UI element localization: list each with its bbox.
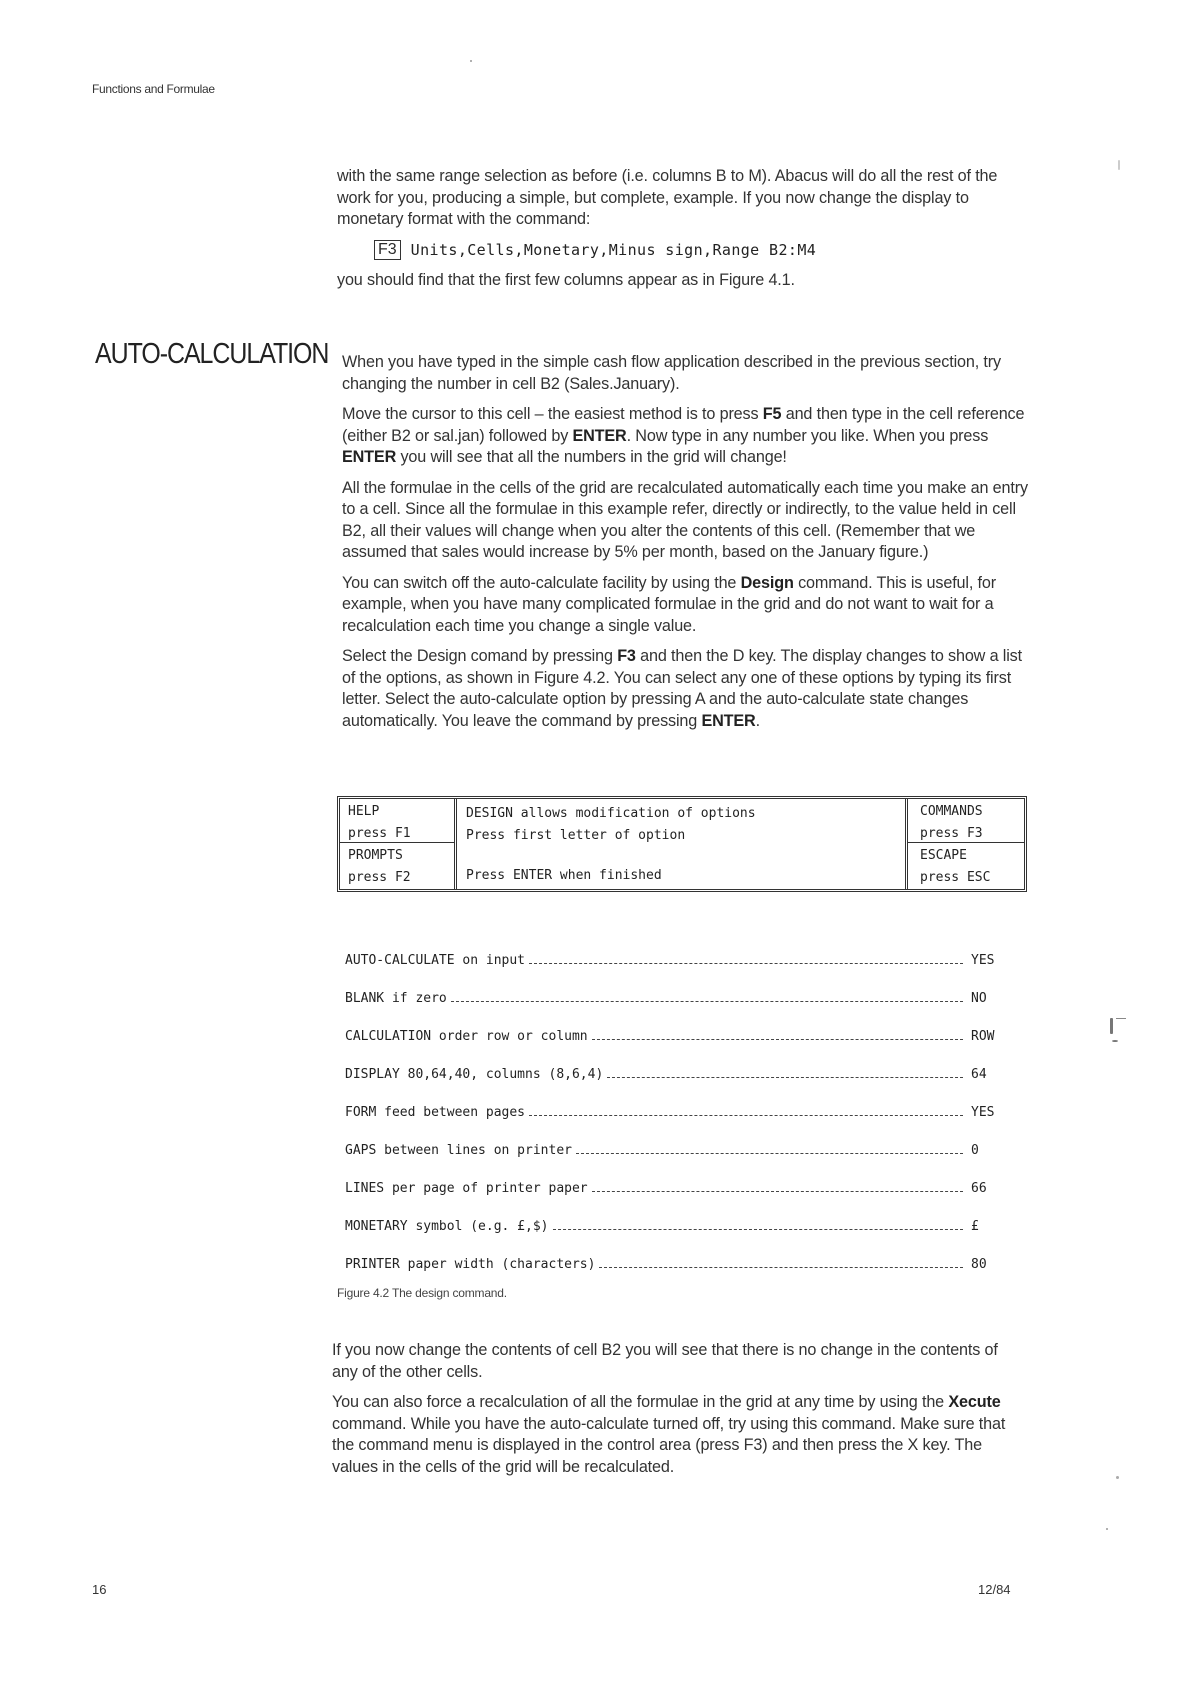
escape-box <box>920 845 990 889</box>
leader-dots <box>599 1266 963 1268</box>
section-paragraph-5: Select the Design comand by pressing F3 and then the D key. The display changes to show a list of the options, as shown in Figure 4.2. You can select any one of these options by typing its first letter. Select the auto-calculate option by pressing A and the auto-calculate state changes automatically. You leave the command by pressing ENTER. <box>342 647 1022 730</box>
option-row[interactable]: DISPLAY 80,64,40, columns (8,6,4) 64 <box>345 1044 1005 1082</box>
option-row[interactable]: CALCULATION order row or column ROW <box>345 1006 1005 1044</box>
option-row[interactable]: BLANK if zero NO <box>345 968 1005 1006</box>
scan-speck <box>1116 1476 1119 1479</box>
option-value: £ <box>971 1219 979 1234</box>
leader-dots <box>451 1000 963 1002</box>
scan-speck <box>1112 1040 1118 1042</box>
scan-speck <box>1116 1018 1126 1019</box>
section-paragraph-1: When you have typed in the simple cash flow application described in the previous section, try changing the number in cell B2 (Sales.January). <box>342 353 1001 393</box>
page-date: 12/84 <box>978 1582 1011 1597</box>
scan-speck <box>1110 1018 1113 1034</box>
section-heading: AUTO-CALCULATION <box>95 338 329 370</box>
escape-key: press ESC <box>920 870 991 885</box>
intro-block <box>337 166 1027 300</box>
option-value: ROW <box>971 1029 995 1044</box>
enter-key-text: ENTER <box>572 426 627 445</box>
page-number: 16 <box>92 1582 107 1597</box>
closing-block <box>332 1340 1024 1487</box>
option-value: 0 <box>971 1143 979 1158</box>
prompts-key: press F2 <box>348 870 411 885</box>
option-row[interactable]: MONETARY symbol (e.g. £,$) £ <box>345 1196 1005 1234</box>
option-row[interactable]: PRINTER paper width (characters) 80 <box>345 1234 1005 1272</box>
option-value: YES <box>971 953 995 968</box>
scan-speck <box>1118 160 1120 170</box>
enter-key-text: ENTER <box>701 711 756 730</box>
section-paragraph-2: Move the cursor to this cell – the easiest method is to press F5 and then type in the cell reference (either B2 or sal.jan) followed by ENTER. Now type in any number you like. When you press ENTER you will see that all the numbers in the grid will change! <box>342 405 1025 466</box>
divider <box>454 799 457 889</box>
closing-paragraph-2: You can also force a recalculation of all the formulae in the grid at any time by using the Xecute command. While you have the auto-calculate turned off, try using this command. Make sure that the command menu is displayed in the control area (press F3) and then press the X key. The values in the cells of the grid will be recalculated. <box>332 1393 1006 1476</box>
option-row[interactable]: AUTO-CALCULATE on input YES <box>345 930 1005 968</box>
control-area <box>337 796 1027 892</box>
intro-paragraph: with the same range selection as before (i.e. columns B to M). Abacus will do all the rest of the work for you, producing a simple, but complete, example. If you now change the display to monetary format with the command: <box>337 167 998 228</box>
commands-box <box>920 801 983 845</box>
leader-dots <box>529 962 963 964</box>
option-value: 64 <box>971 1067 987 1082</box>
divider <box>905 799 908 889</box>
option-value: YES <box>971 1105 995 1120</box>
command-line <box>374 240 1027 260</box>
help-key: press F1 <box>348 826 411 841</box>
help-box <box>348 801 411 845</box>
section-paragraph-3: All the formulae in the cells of the grid are recalculated automatically each time you make an entry to a cell. Since all the formulae in this example refer, directly or indirectly, to the value held in cell B2, all their values will change when you alter the contents of this cell. (Remember that we assumed that sales would increase by 5% per month, based on the January figure.) <box>342 478 1028 561</box>
design-command-text: Design <box>740 573 794 592</box>
option-value: 66 <box>971 1181 987 1196</box>
leader-dots <box>576 1152 963 1154</box>
xecute-command-text: Xecute <box>948 1393 1001 1411</box>
figure-caption: Figure 4.2 The design command. <box>337 1286 507 1300</box>
f3-key-text: F3 <box>617 647 636 665</box>
scan-speck <box>1106 1528 1108 1530</box>
commands-key: press F3 <box>920 826 983 841</box>
closing-paragraph-1: If you now change the contents of cell B2 you will see that there is no change in the contents of any of the other cells. <box>332 1341 998 1381</box>
message-area <box>466 803 756 847</box>
f3-keycap: F3 <box>374 240 401 260</box>
leader-dots <box>529 1114 963 1116</box>
option-row[interactable]: FORM feed between pages YES <box>345 1082 1005 1120</box>
leader-dots <box>592 1190 963 1192</box>
leader-dots <box>607 1076 963 1078</box>
running-header: Functions and Formulae <box>92 82 215 96</box>
section-paragraph-4: You can switch off the auto-calculate facility by using the Design command. This is useful, for example, when you have many complicated formulae in the grid and do not want to wait for a recalculation each time you change a single value. <box>342 573 996 635</box>
help-title: HELP <box>348 804 380 819</box>
message-line: DESIGN allows modification of options <box>466 806 756 821</box>
leader-dots <box>553 1228 964 1230</box>
message-line-bottom: Press ENTER when finished <box>466 868 662 883</box>
command-text: Units,Cells,Monetary,Minus sign,Range B2:M4 <box>410 240 817 259</box>
commands-title: COMMANDS <box>920 804 983 819</box>
scan-speck <box>470 60 472 62</box>
option-value: 80 <box>971 1257 987 1272</box>
prompts-title: PROMPTS <box>348 848 403 863</box>
option-value: NO <box>971 991 987 1006</box>
escape-title: ESCAPE <box>920 848 967 863</box>
option-row[interactable]: LINES per page of printer paper 66 <box>345 1158 1005 1196</box>
leader-dots <box>592 1038 963 1040</box>
option-row[interactable]: GAPS between lines on printer 0 <box>345 1120 1005 1158</box>
prompts-box <box>348 845 411 889</box>
section-body <box>342 352 1030 741</box>
design-options-list <box>345 930 1005 1272</box>
f5-key-text: F5 <box>762 405 782 423</box>
message-line: Press first letter of option <box>466 828 686 843</box>
enter-key-text: ENTER <box>342 448 397 466</box>
intro-paragraph-2: you should find that the first few columns appear as in Figure 4.1. <box>337 270 795 289</box>
